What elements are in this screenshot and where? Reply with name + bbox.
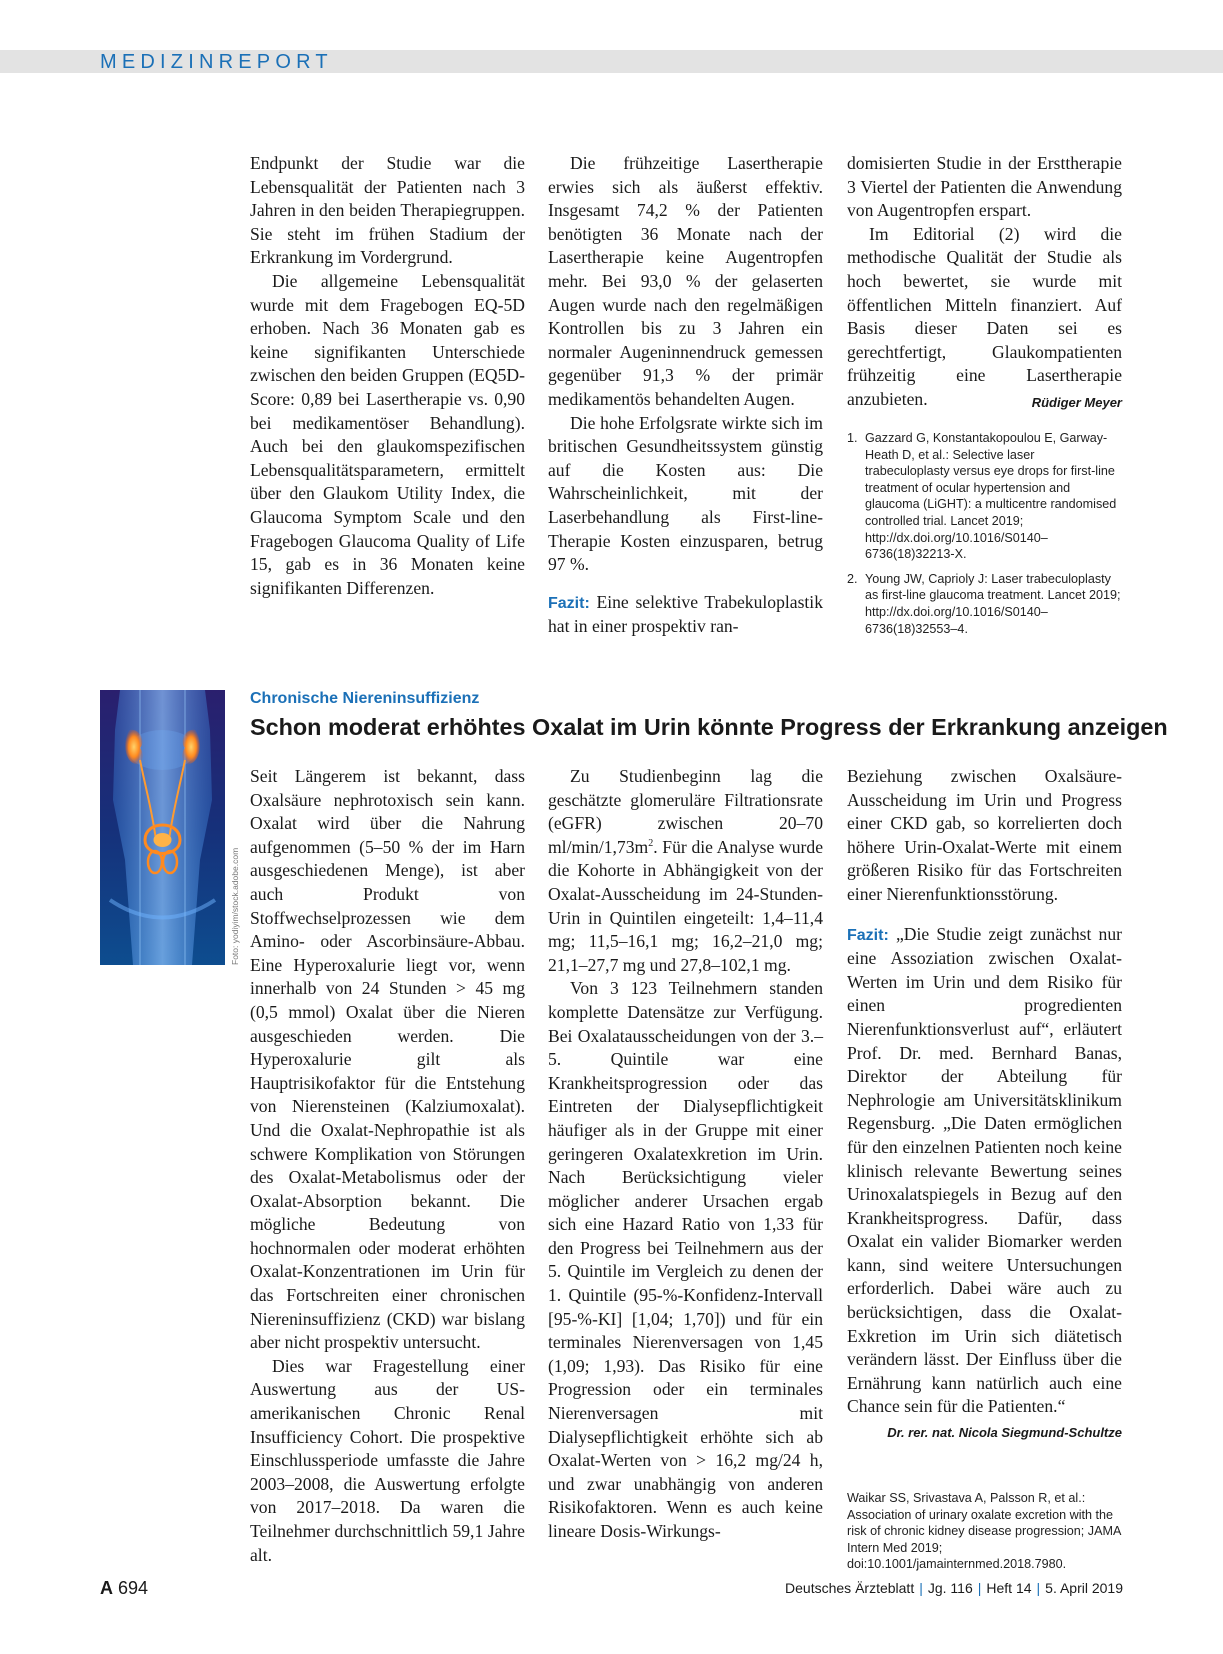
article2-fazit (847, 923, 1122, 1419)
fazit-text: Eine selektive Trabekuloplastik hat in einer prospektiv ran- (548, 591, 823, 637)
article2-kicker: Chronische Niereninsuffizienz (250, 690, 480, 707)
article2-paragraph: Seit Längerem ist bekannt, dass Oxalsäure nephrotoxisch sein kann. Oxalat wird über die Nahrung aufgenommen (5–50 % der im Harn ausgeschiedenen Menge), ist aber auch Produkt von Stoffwechselprozessen wie dem Amino- oder Ascorbinsäure-Abbau. Eine Hyperoxalurie liegt vor, wenn innerhalb von 24 Stunden > 45 mg (0,5 mmol) Oxalat über die Nieren ausgeschieden werden. Die Hyperoxalurie gilt als Hauptrisikofaktor für die Entstehung von Nierensteinen (Kalziumoxalat). Und die Oxalat-Nephropathie ist als schwere Komplikation von Störungen des Oxalat-Metabolismus oder der Oxalat-Absorption bekannt. Die mögliche Bedeutung von hochnormalen oder moderat erhöhten Oxalat-Konzentrationen im Urin für das Fortschreiten einer chronischen Niereninsuffizienz (CKD) war bislang aber nicht prospektiv untersucht. (250, 766, 525, 1353)
separator: | (1036, 1580, 1041, 1596)
fazit-label: Fazit: (548, 594, 590, 612)
article1-paragraph: Endpunkt der Studie war die Lebensqualität der Patienten nach 3 Jahren in den beiden Therapiegruppen. Sie steht im frühen Stadium der Erkrankung im Vordergrund. (250, 153, 525, 268)
fazit-text: „Die Studie zeigt zunächst nur eine Assoziation zwischen Oxalat-Werten im Urin und dem Risiko für einen progredienten Nierenfunktionsverlust auf“, erläutert Prof. Dr. med. Bernhard Banas, Direktor der Abteilung für Nephrologie am Universitätsklinikum Regensburg. „Die Daten ermöglichen für den einzelnen Patienten noch keine klinisch relevante Bewertung seines Urinoxalatspiegels in Bezug auf den Krankheitsprogress. Dafür, dass Oxalat ein valider Biomarker werden kann, sind weitere Untersuchungen erforderlich. Dabei wäre auch zu berücksichtigen, dass die Oxalat-Exkretion im Urin sich diätetisch verändern lässt. Der Einfluss über die Ernährung kann natürlich auch eine Chance sein für die Patienten.“ (847, 923, 1122, 1417)
article1-paragraph: domisierten Studie in der Ersttherapie 3 Viertel der Patienten die Anwendung von Augentropfen erspart. (847, 153, 1122, 221)
article1-paragraph (847, 223, 1122, 412)
article2-paragraph (548, 765, 823, 977)
separator: | (919, 1580, 923, 1596)
page-number-value: 694 (118, 1578, 149, 1598)
article2-column-3 (847, 765, 1122, 1445)
page-prefix: A (100, 1578, 113, 1598)
article2-column-1 (250, 765, 525, 1567)
article1-column-2 (548, 152, 823, 639)
article1-references (847, 430, 1122, 645)
article1-closing-text: Im Editorial (2) wird die methodische Qualität der Studie als hoch bewertet, sie wurde mit öffentlichen Mitteln finanziert. Auf Basis dieser Daten sei es gerechtfertigt, Glaukompatienten frühzeitig eine Lasertherapie anzubieten. (847, 223, 1122, 409)
article2-column-2 (548, 765, 823, 1544)
article2-headline: Schon moderat erhöhtes Oxalat im Urin könnte Progress der Erkrankung anzeigen (250, 714, 1168, 740)
article1-author: Rüdiger Meyer (1031, 394, 1122, 410)
journal-issue: Heft 14 (986, 1580, 1032, 1596)
photo-credit: Foto: yodiyim/stock.adobe.com (230, 847, 240, 965)
journal-date: 5. April 2019 (1045, 1580, 1123, 1596)
reference-item (847, 430, 1122, 563)
journal-name: Deutsches Ärzteblatt (785, 1580, 915, 1596)
fazit-label: Fazit: (847, 926, 889, 944)
page-number (100, 1578, 148, 1599)
kidney-illustration (100, 690, 225, 965)
reference-number: 1. (847, 431, 858, 445)
article2-text: Zu Studienbeginn lag die geschätzte glomeruläre Filtrationsrate (eGFR) zwischen 20–70 ml/min/1,73m (548, 766, 823, 857)
article1-column-1 (250, 152, 525, 600)
section-label: MEDIZINREPORT (100, 51, 333, 73)
article1-paragraph: Die frühzeitige Lasertherapie erwies sich als äußerst effektiv. Insgesamt 74,2 % der Patienten benötigten 36 Monate nach der Lasertherapie keine Augentropfen mehr. Bei 93,0 % der gelaserten Augen wurde nach den regelmäßigen Kontrollen bis zu 3 Jahren ein normaler Augeninnendruck gemessen gegenüber 91,3 % der primär medikamentös behandelten Augen. (548, 153, 823, 409)
article2-paragraph: Von 3 123 Teilnehmern standen komplette Datensätze zur Verfügung. Bei Oxalatausscheidungen von der 3.–5. Quintile war eine Krankheitsprogression oder das Eintreten der Dialysepflichtigkeit häufiger als in der Gruppe mit einer geringeren Oxalatexkretion im Urin. Nach Berücksichtigung vieler möglicher anderer Ursachen ergab sich eine Hazard Ratio von 1,33 für den Progress bei Teilnehmern aus der 5. Quintile im Vergleich zu denen der 1. Quintile (95-%-Konfidenz-Intervall [95-%-KI] [1,04; 1,70]) und für ein terminales Nierenversagen von 1,45 (1,09; 1,93). Das Risiko für eine Progression oder ein terminales Nierenversagen mit Dialysepflichtigkeit erhöhte sich ab Oxalat-Werten von > 16,2 mg/24 h, und zwar unabhängig von anderen Risikofaktoren. Wenn es auch keine lineare Dosis-Wirkungs- (548, 978, 823, 1541)
article2-text: . Für die Analyse wurde die Kohorte in Abhängigkeit von der Oxalat-Ausscheidung im 24-Stunden-Urin in Quintilen eingeteilt: 1,4–11,4 mg; 11,5–16,1 mg; 16,2–21,0 mg; 21,1–27,7 mg und 27,8–102,1 mg. (548, 836, 823, 975)
article1-column-3 (847, 152, 1122, 415)
article2-paragraph: Dies war Fragestellung einer Auswertung aus der US-amerikanischen Chronic Renal Insufficiency Cohort. Die prospektive Einschlussperiode umfasste die Jahre 2003–2008, die Auswertung erfolgte von 2017–2018. Da waren die Teilnehmer durchschnittlich 59,1 Jahre alt. (250, 1355, 525, 1565)
article2-author: Dr. rer. nat. Nicola Siegmund-Schultze (887, 1425, 1122, 1441)
article2-paragraph: Beziehung zwischen Oxalsäure-Ausscheidung im Urin und Progress einer CKD gab, so korrelierten doch höhere Urin-Oxalat-Werte mit einem größeren Risiko für das Fortschreiten einer Nierenfunktionsstörung. (847, 766, 1122, 904)
reference-text: Young JW, Caprioly J: Laser trabeculoplasty as first-line glaucoma treatment. Lancet 2019; http://dx.doi.org/10.1016/S0140–6736(18)32553–4. (865, 571, 1121, 636)
superscript: 2 (648, 837, 654, 849)
journal-volume: Jg. 116 (927, 1580, 973, 1596)
reference-item (847, 571, 1122, 637)
article1-fazit (548, 591, 823, 639)
article1-paragraph: Die allgemeine Lebensqualität wurde mit dem Fragebogen EQ-5D erhoben. Nach 36 Monaten gab es keine signifikanten Unterschiede zwischen den beiden Gruppen (EQ5D-Score: 0,89 bei Lasertherapie vs. 0,90 bei medikamentöser Behandlung). Auch bei den glaukomspezifischen Lebensqualitätsparametern, ermittelt über den Glaukom Utility Index, die Glaucoma Symptom Scale und den Fragebogen Glaucoma Quality of Life 15, gab es in 36 Monaten keine signifikanten Differenzen. (250, 270, 525, 598)
article2-reference: Waikar SS, Srivastava A, Palsson R, et al.: Association of urinary oxalate excretion with the risk of chronic kidney disease progression; JAMA Intern Med 2019; doi:10.1001/jamainternmed.2018.7980. (847, 1491, 1121, 1572)
journal-info (785, 1580, 1123, 1596)
article1-paragraph: Die hohe Erfolgsrate wirkte sich im britischen Gesundheitssystem günstig auf die Kosten aus: Die Wahrscheinlichkeit, mit der Laserbehandlung als First-line-Therapie Kosten einzusparen, betrug 97 %. (548, 412, 823, 575)
separator: | (977, 1580, 982, 1596)
reference-number: 2. (847, 571, 858, 586)
reference-text: Gazzard G, Konstantakopoulou E, Garway-Heath D, et al.: Selective laser trabeculoplasty versus eye drops for first-line treatment of ocular hypertension and glaucoma (LiGHT): a multicentre randomised controlled trial. Lancet 2019; http://dx.doi.org/10.1016/S0140–6736(18)32213-X. (865, 431, 1117, 562)
